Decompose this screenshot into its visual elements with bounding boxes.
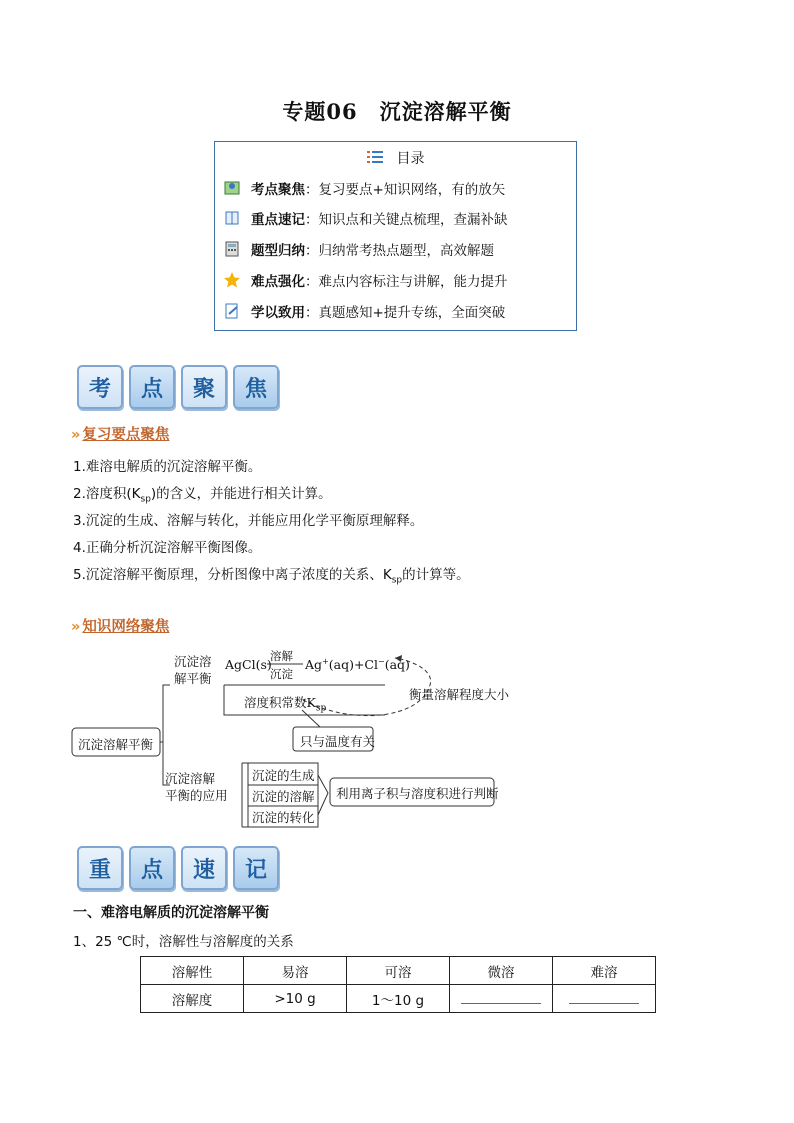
section-badges-zhongdian	[77, 846, 279, 890]
table-header-cell: 难溶	[553, 957, 656, 985]
table-header-cell: 微溶	[450, 957, 553, 985]
list-icon	[367, 151, 383, 167]
table-header-cell: 溶解性	[141, 957, 244, 985]
network-root: 沉淀溶解平衡	[78, 737, 154, 752]
page-title: 专题06 沉淀溶解平衡	[282, 99, 512, 124]
toc-item-4[interactable]: 难点强化 ：难点内容标注与讲解，能力提升	[223, 269, 508, 291]
table-row	[141, 957, 656, 985]
badge-char: 聚	[181, 365, 227, 409]
app-item: 沉淀的生成	[252, 768, 315, 783]
point-5: 5.沉淀溶解平衡原理，分析图像中离子浓度的关系、$K_{sp}$的计算等。	[73, 567, 470, 586]
solubility-table	[140, 956, 656, 1013]
toc-item-1[interactable]: 考点聚焦 ：复习要点+知识网络，有的放矢	[223, 177, 505, 199]
judge-label: 利用离子积与溶度积进行判断	[336, 786, 499, 801]
table-cell: >10 g	[244, 985, 347, 1013]
heading-1: 一、难溶电解质的沉淀溶解平衡	[73, 905, 269, 921]
point-4: 4.正确分析沉淀溶解平衡图像。	[73, 540, 262, 556]
ksp-label: 溶度积常数$K_{sp}$	[244, 695, 327, 714]
toc-item-2[interactable]: 重点速记 ：知识点和关键点梳理，查漏补缺	[223, 207, 508, 229]
answer-blank[interactable]	[461, 989, 541, 1004]
measure-label: 衡量溶解程度大小	[409, 687, 510, 702]
point-1: 1.难溶电解质的沉淀溶解平衡。	[73, 459, 262, 475]
badge-char: 考	[77, 365, 123, 409]
equation-left: AgCl(s)	[225, 657, 272, 672]
calculator-icon	[223, 240, 241, 258]
network-branch-2: 沉淀溶解 平衡的应用	[165, 771, 228, 803]
badge-char: 点	[129, 846, 175, 890]
point-3: 3.沉淀的生成、溶解与转化，并能应用化学平衡原理解释。	[73, 513, 424, 529]
toc-box	[214, 141, 577, 331]
point-2: 2.溶度积$(K_{sp})$的含义，并能进行相关计算。	[73, 486, 332, 505]
section-heading-review: » 复习要点聚焦	[71, 427, 170, 443]
badge-char: 焦	[233, 365, 279, 409]
edit-icon	[223, 302, 241, 320]
toc-item-3[interactable]: 题型归纳 ：归纳常考热点题型，高效解题	[223, 238, 494, 260]
double-chevron-icon: »	[71, 427, 81, 443]
toc-heading: 目录	[215, 148, 576, 168]
answer-blank[interactable]	[569, 989, 639, 1004]
badge-char: 速	[181, 846, 227, 890]
temp-label: 只与温度有关	[300, 734, 376, 749]
table-cell: 1～10 g	[347, 985, 450, 1013]
star-icon	[223, 271, 241, 289]
question-1: 1、25 ℃时，溶解性与溶解度的关系	[73, 934, 294, 950]
section-heading-network: » 知识网络聚焦	[71, 619, 170, 635]
table-cell-blank[interactable]	[553, 985, 656, 1013]
app-item: 沉淀的转化	[252, 810, 315, 825]
equation-right: Ag+(aq)+Cl−(aq)	[305, 657, 410, 673]
table-cell-blank[interactable]	[450, 985, 553, 1013]
network-branch-1: 沉淀溶 解平衡	[174, 654, 212, 686]
map-icon	[223, 179, 241, 197]
badge-char: 重	[77, 846, 123, 890]
app-item: 沉淀的溶解	[252, 789, 315, 804]
double-chevron-icon: »	[71, 619, 81, 635]
table-cell: 溶解度	[141, 985, 244, 1013]
table-row	[141, 985, 656, 1013]
knowledge-network-diagram	[0, 645, 794, 835]
badge-char: 记	[233, 846, 279, 890]
table-header-cell: 可溶	[347, 957, 450, 985]
badge-char: 点	[129, 365, 175, 409]
equation-top: 溶解	[270, 649, 293, 663]
table-header-cell: 易溶	[244, 957, 347, 985]
book-icon	[223, 209, 241, 227]
toc-item-5[interactable]: 学以致用 ：真题感知+提升专练，全面突破	[223, 300, 505, 322]
section-badges-kaodian	[77, 365, 279, 409]
equation-bottom: 沉淀	[270, 667, 293, 681]
